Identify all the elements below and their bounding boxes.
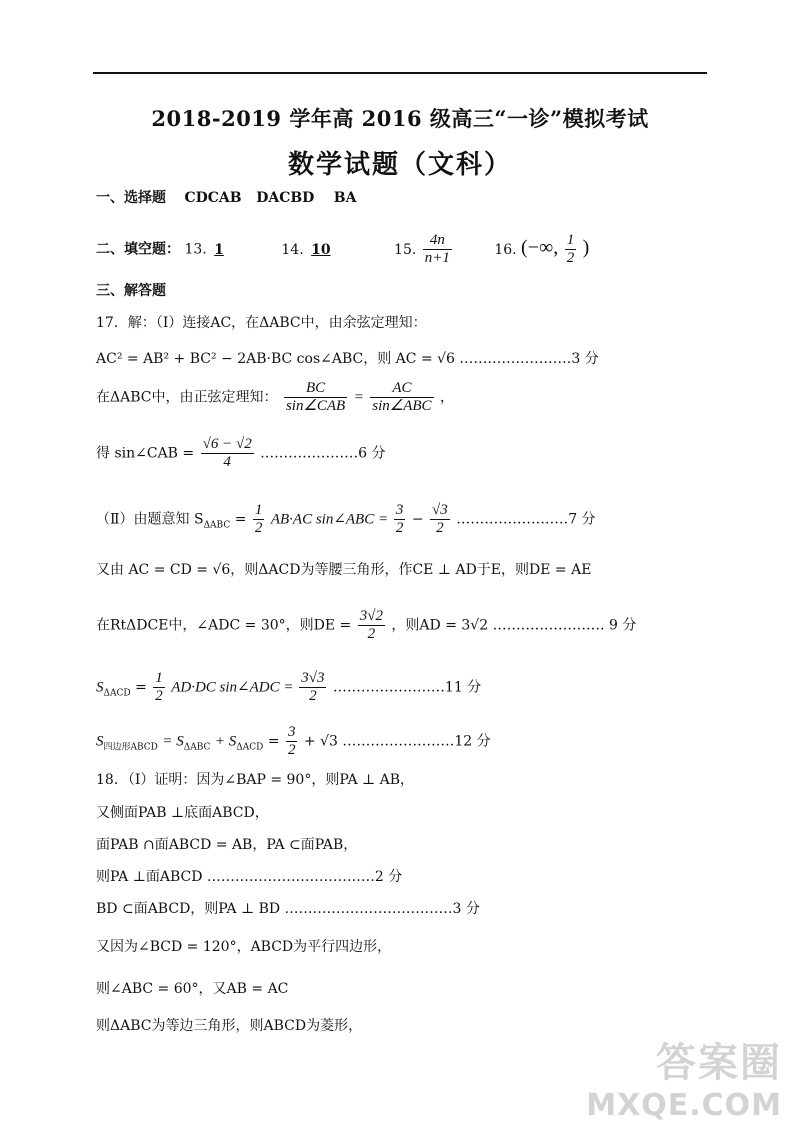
exam-title: 2018-2019 学年高 2016 级高三“一诊”模拟考试 [151, 106, 649, 131]
q15-label: 15. [394, 241, 417, 258]
line5-eq: = [234, 511, 251, 528]
q14-answer: 10 [311, 241, 331, 258]
line3-den-1: sin∠CAB [285, 398, 346, 414]
line9-s3: + S [214, 733, 237, 750]
line8-expr: AD·DC sin∠ADC = [171, 679, 298, 696]
line5-sub: ΔABC [203, 520, 231, 531]
line4-text: 得 sin∠CAB = [96, 445, 195, 462]
line3-fraction-1 [284, 380, 347, 415]
line7-den: 2 [367, 626, 376, 642]
line5-den-2: 2 [395, 520, 404, 536]
q16-fraction [565, 232, 577, 267]
line5-den-1: 2 [254, 520, 263, 536]
line3-end: ， [440, 389, 455, 406]
line8-num-1: 1 [155, 670, 163, 686]
line4-score: …………………6 分 [260, 445, 386, 462]
q16-left: (−∞, [521, 236, 559, 259]
line4-den: 4 [223, 454, 231, 470]
solution-line-4 [96, 436, 386, 471]
q15-denominator: n+1 [424, 250, 450, 266]
watermark-line-1: 答案圈 [656, 1040, 782, 1086]
line8-fraction-1 [153, 670, 165, 705]
q16-numerator: 1 [566, 232, 575, 248]
q16-denominator: 2 [566, 250, 575, 266]
line8-num-2: 3√3 [301, 670, 325, 686]
line9-s2: = S [162, 733, 184, 750]
solution-line-12: 面PAB ∩面ABCD = AB，PA ⊂面PAB， [96, 837, 358, 853]
line7-num: 3√2 [359, 608, 383, 624]
line9-eq: = [267, 733, 284, 750]
line3-fraction-2 [370, 380, 433, 415]
line7-end: ，则AD = 3√2 …………………… 9 分 [391, 617, 637, 634]
line8-den-1: 2 [155, 688, 163, 704]
line9-sub: 四边形ABCD [103, 742, 158, 753]
top-rule [93, 72, 707, 74]
section-fill-label: 二、填空题： [96, 241, 180, 258]
line3-num-1: BC [284, 380, 347, 398]
watermark-line-2: MXQE.COM [586, 1088, 782, 1123]
q14-label: 14. [281, 241, 304, 258]
line8-sub: ΔACD [103, 688, 131, 699]
line3-num-2: AC [370, 380, 433, 398]
line5-num-2: 3 [395, 502, 404, 518]
line5-fraction-3 [430, 502, 450, 537]
choice-answers: CDCAB DACBD BA [184, 190, 357, 206]
line8-den-2: 2 [309, 688, 317, 704]
q15-numerator: 4n [423, 232, 452, 250]
line8-s: S [96, 679, 104, 696]
line5-text: （Ⅱ）由题意知 S [96, 511, 204, 528]
solution-line-7 [96, 608, 636, 643]
line5-minus: − [411, 511, 424, 528]
line9-den: 2 [287, 742, 296, 758]
line5-fraction-2 [394, 502, 406, 537]
solution-line-15: 又因为∠BCD = 120°，ABCD为平行四边形， [96, 939, 392, 955]
line9-num: 3 [287, 724, 296, 740]
solution-line-5 [96, 502, 596, 537]
solution-line-9 [96, 724, 491, 759]
line5-num-1: 1 [254, 502, 263, 518]
line7-fraction [358, 608, 385, 643]
section-fill [96, 232, 589, 267]
solution-line-1: 17．解：（Ⅰ）连接AC，在ΔABC中，由余弦定理知： [96, 315, 427, 331]
line9-fraction [286, 724, 298, 759]
solution-line-6: 又由 AC = CD = √6，则ΔACD为等腰三角形，作CE ⊥ AD于E，则DE = AE [96, 562, 592, 578]
solution-line-13: 则PA ⊥面ABCD ………………………………2 分 [96, 869, 403, 885]
solution-line-14: BD ⊂面ABCD，则PA ⊥ BD ………………………………3 分 [96, 901, 480, 917]
line5-fraction-1 [253, 502, 265, 537]
line3-equals: = [353, 389, 364, 406]
line5-expr: AB·AC sin∠ABC = [270, 511, 392, 528]
line9-sub3: ΔACD [236, 742, 264, 753]
solution-line-16: 则∠ABC = 60°，又AB = AC [96, 981, 289, 997]
line5-score: ……………………7 分 [456, 511, 596, 528]
line8-score: ……………………11 分 [332, 679, 482, 696]
line9-score: + √3 ……………………12 分 [303, 733, 491, 750]
section-choice [96, 188, 357, 208]
watermark-logo [586, 1031, 782, 1123]
line5-den-3: 2 [436, 520, 444, 536]
line9-sub2: ΔABC [183, 742, 211, 753]
line8-eq: = [135, 679, 152, 696]
line3-den-2: sin∠ABC [372, 398, 432, 414]
q16-label: 16. [494, 241, 517, 258]
solution-line-11: 又侧面PAB ⊥底面ABCD， [96, 805, 269, 821]
solution-line-17: 则ΔABC为等边三角形，则ABCD为菱形， [96, 1018, 363, 1034]
line8-fraction-2 [299, 670, 326, 705]
line3-text: 在ΔABC中，由正弦定理知： [96, 389, 278, 406]
line5-num-3: √3 [432, 502, 448, 518]
section-choice-label: 一、选择题 [96, 190, 166, 206]
line9-s: S [96, 733, 104, 750]
solution-line-10: 18．（Ⅰ）证明：因为∠BAP = 90°，则PA ⊥ AB， [96, 772, 415, 788]
q15-answer [423, 232, 452, 267]
q16-right: ) [582, 236, 590, 259]
exam-subtitle: 数学试题（文科） [287, 150, 512, 180]
line4-fraction [201, 436, 254, 471]
solution-line-3 [96, 380, 454, 415]
q13-label: 13. [184, 241, 207, 258]
line7-text: 在RtΔDCE中，∠ADC = 30°，则DE = [96, 617, 352, 634]
line4-num: √6 − √2 [202, 436, 252, 452]
solution-line-8 [96, 670, 481, 705]
solution-line-2: AC² = AB² + BC² − 2AB·BC cos∠ABC，则 AC = √6 ……………………3 分 [96, 351, 599, 367]
section-solve-label: 三、解答题 [96, 283, 166, 299]
q13-answer: 1 [214, 241, 224, 258]
